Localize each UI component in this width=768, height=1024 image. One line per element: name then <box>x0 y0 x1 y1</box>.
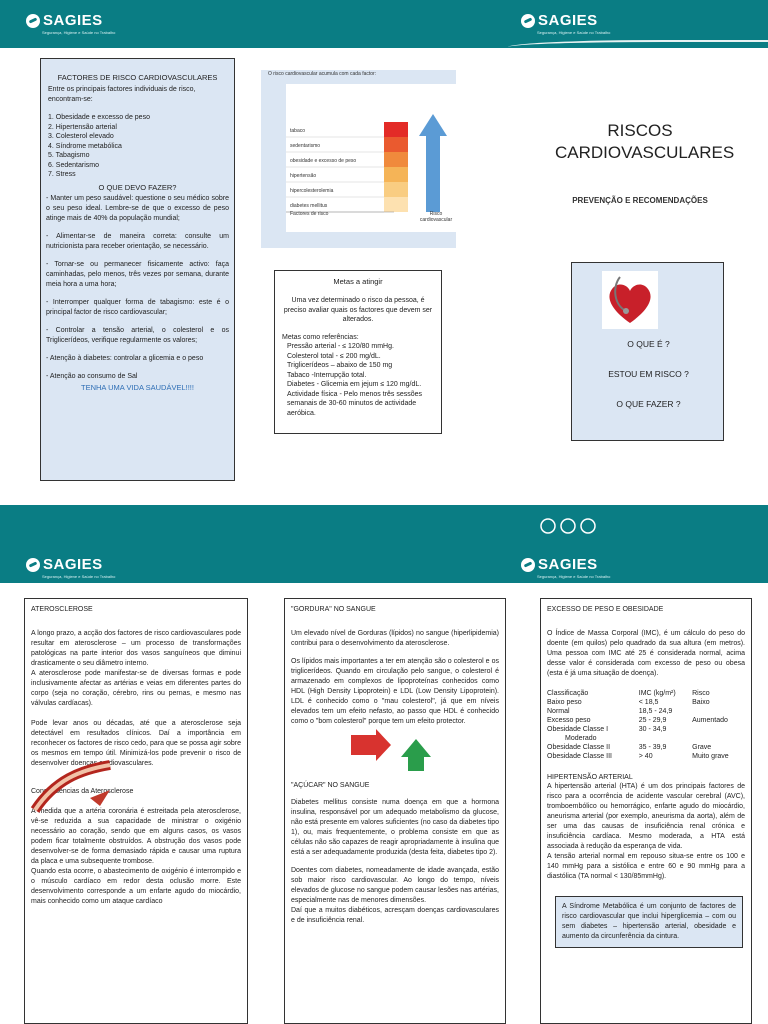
logo-bottom-right <box>521 556 610 579</box>
paragraph: Daí que a muitos diabéticos, acresçam doenças cardiovasculares e de insuficiência renal. <box>291 907 499 924</box>
brand-name: SAGIES <box>538 12 598 29</box>
table-row <box>547 743 745 752</box>
list-item: 7. Stress <box>48 171 76 178</box>
advice-item: - Tornar-se ou permanecer fisicamente activo: faça caminhadas, pelo menos, três vezes por semana, durante meia hora a uma hora; <box>46 260 229 288</box>
table-cell: < 18,5 <box>638 698 659 706</box>
advice-item: - Controlar a tensão arterial, o colesterol e os Triglicerídeos, verifique regularmente os valores; <box>46 326 229 344</box>
table-cell <box>692 734 745 743</box>
list-item: 3. Colesterol elevado <box>48 133 114 140</box>
risk-factor-label: obesidade e excesso de peso <box>290 158 357 164</box>
table-cell: Obesidade Classe II <box>547 743 611 751</box>
atherosclerosis-title: ATEROSCLEROSE <box>31 606 93 613</box>
logo-bottom-left <box>26 556 115 579</box>
meta-item: Triglicerídeos – abaixo de 150 mg <box>287 362 393 369</box>
table-cell <box>692 725 745 734</box>
table-cell: Baixo <box>692 698 710 706</box>
metabolic-syndrome-box <box>555 896 743 948</box>
brand-name: SAGIES <box>43 12 103 29</box>
list-item: 4. Síndrome metabólica <box>48 142 122 150</box>
table-cell: Moderado <box>565 734 597 742</box>
metas-ref-title: Metas como referências: <box>282 333 359 341</box>
table-header-row <box>547 689 745 698</box>
overweight-title: EXCESSO DE PESO E OBESIDADE <box>547 606 664 613</box>
paragraph: Diabetes mellitus consiste numa doença em que a hormona insulina, responsável por um adequado metabolismo da glucose, não está presente em valores suficientes (no caso da diabetes tipo 1), ou, mais frequentemente, o problema consiste em que as células não são capazes de reagir apropriadamente à insulina que está a ser adequadamente produzida (desta feita, diabetes tipo 2). <box>291 799 499 856</box>
table-header: IMC (kg/m²) <box>638 689 676 697</box>
meta-item: Pressão arterial - ≤ 120/80 mmHg. <box>287 343 394 350</box>
meta-item: Actividade física - Pelo menos três sessões semanais de 30-60 minutos de actividade aeróbica. <box>287 390 423 417</box>
paragraph: A longo prazo, a acção dos factores de risco cardiovasculares pode resultar em aterosclerose – um processo de transformações patológicas na parte interior dos vasos sanguíneos que diminui drasticamente o seu diâmetro interno. <box>31 629 241 667</box>
cover-subtitle: PREVENÇÃO E RECOMENDAÇÕES <box>572 196 708 205</box>
table-row <box>547 752 745 761</box>
advice-item: - Interromper qualquer forma de tabagismo: este é o principal factor de risco cardiovascular; <box>46 298 229 316</box>
risk-bar-segment <box>384 122 408 137</box>
axis-label-right: Risco cardiovascular <box>419 211 453 223</box>
risk-factor-label: hipercolesterolemia <box>290 188 334 194</box>
brand-name: SAGIES <box>43 556 103 573</box>
brand-name: SAGIES <box>538 556 598 573</box>
advice-item: - Atenção ao consumo de Sal <box>46 372 138 380</box>
logo-top-right <box>521 12 610 35</box>
table-cell: Obesidade Classe I <box>547 725 609 733</box>
table-row <box>547 725 745 734</box>
table-cell: 30 - 34,9 <box>638 725 667 733</box>
question-what-to-do: O QUE FAZER ? <box>616 399 681 409</box>
sagies-logo-icon <box>26 14 40 28</box>
table-header: Risco <box>692 689 710 697</box>
table-cell: Normal <box>547 707 570 715</box>
paragraph: Os lípidos mais importantes a ter em atenção são o colesterol e os triglicerídeos. Quando em circulação pelo sangue, o colesterol é armazenado em complexos de lipoproteínas conhecidos como HDL (High Density Lipoprotein) e LDL (Low Density Lipoprotein). LDL é conhecido como o "mau colesterol", já que em níveis elevados tem um efeito nefasto, ao passo que HDL é conhecido como o "bom colesterol" porque tem um efeito protector. <box>291 657 499 725</box>
table-cell: 25 - 29,9 <box>638 716 667 724</box>
list-item: 5. Tabagismo <box>48 152 90 159</box>
wave-decoration <box>508 40 768 52</box>
list-item: 6. Sedentarismo <box>48 161 99 169</box>
table-row <box>547 734 745 743</box>
risk-factors-intro: Entre os principais factores individuais de risco, encontram-se: <box>48 86 196 103</box>
risk-factors-title: FACTORES DE RISCO CARDIOVASCULARES <box>57 73 218 82</box>
question-am-i-at-risk: ESTOU EM RISCO ? <box>608 369 689 379</box>
advice-item: - Manter um peso saudável: questione o seu médico sobre o seu peso ideal. Lembre-se de que o excesso de peso atinge mais de 40% da população mundial; <box>46 194 229 222</box>
paragraph: A tensão arterial normal em repouso situa-se entre os 100 e 140 mmHg para a sistólica e entre 60 e 90 mmHg para a diastólica (TA normal < 130/85mmHg). <box>547 853 745 880</box>
table-cell: Baixo peso <box>547 698 582 706</box>
paragraph: Quando esta ocorre, o abastecimento de oxigénio é interrompido e o músculo cardíaco em redor desta oclusão morre. Este desenvolvimento corresponde a um enfarte agudo do miocárdio, mais conhecido como um ataque cardíaco <box>31 867 241 905</box>
table-row <box>547 698 745 707</box>
metas-intro: Uma vez determinado o risco da pessoa, é preciso avaliar quais os factores que devem ser alterados. <box>283 297 433 323</box>
overweight-panel <box>540 598 752 1024</box>
risk-factor-label: diabetes mellitus <box>290 203 328 209</box>
chart-caption: O risco cardiovascular acumula com cada factor: <box>268 71 377 77</box>
advice-item: - Alimentar-se de maneira correta: consulte um nutricionista para receber orientação, se necessário. <box>46 232 229 250</box>
list-item: 1. Obesidade e excesso de peso <box>48 114 150 121</box>
paragraph: À medida que a artéria coronária é estreitada pela aterosclerose, vê-se reduzida a sua capacidade de ministrar o oxigénio necessário ao coração, sendo que em alguns casos, os vasos podem ficar totalmente obstruídos. A obstrução dos vasos pode desenvolver-se de forma demasiado rápida e causar uma ruptura da placa e uma subsequente trombose. <box>31 807 241 865</box>
risk-factor-list <box>46 113 229 180</box>
paragraph: Um elevado nível de Gorduras (lípidos) no sangue (hiperlipidemia) contribui para o desenvolvimento da aterosclerose. <box>291 629 499 647</box>
risk-bar-segment <box>384 167 408 182</box>
brand-tagline: Segurança, Higiene e Saúde no Trabalho <box>537 574 611 579</box>
risk-bar-segment <box>384 182 408 197</box>
risk-bar-segment <box>384 152 408 167</box>
mid-brand-band <box>0 505 768 541</box>
metas-panel <box>274 270 442 434</box>
table-row <box>547 716 745 725</box>
blood-sugar-title: "AÇÚCAR" NO SANGUE <box>291 781 370 789</box>
risk-bar-segment <box>384 137 408 152</box>
cover-title-line2: CARDIOVASCULARES <box>555 143 735 162</box>
metabolic-syndrome-text: A Síndrome Metabólica é um conjunto de factores de risco cardiovascular que inclui hiperglicemia – com ou sem diabetes – hipertensão arterial, obesidade e aumento da circunferência da cintura. <box>562 903 736 940</box>
blood-fat-panel <box>284 598 506 1024</box>
metas-title: Metas a atingir <box>333 277 383 286</box>
logo-top-left <box>26 12 115 35</box>
risk-chart-svg <box>286 84 456 232</box>
table-cell: Obesidade Classe III <box>547 752 612 760</box>
table-cell: 35 - 39,9 <box>638 743 667 751</box>
paragraph: Pode levar anos ou décadas, até que a aterosclerose seja detectável em resultados clínicos. Daí a importância em reconhecer os factores de risco cedo, para que se possa agir sobre os mesmos em tempo útil. Minimizá-los pode prevenir o risco de desenvolver doenças cardiovasculares. <box>31 719 241 767</box>
risk-factor-label: tabaco <box>290 128 306 134</box>
bmi-table <box>547 689 745 761</box>
table-cell: > 40 <box>638 752 653 760</box>
questions-panel <box>571 262 724 441</box>
risk-chart <box>286 84 456 232</box>
brand-tagline: Segurança, Higiene e Saúde no Trabalho <box>42 30 116 35</box>
risk-factor-label: sedentarismo <box>290 143 321 149</box>
table-cell <box>639 734 692 743</box>
table-cell <box>692 707 745 716</box>
blood-fat-title: "GORDURA" NO SANGUE <box>291 606 376 613</box>
table-row <box>547 707 745 716</box>
paragraph: A aterosclerose pode manifestar-se de diversas formas e pode inclusivamente afectar as artérias e veias em diferentes partes do corpo (seja no coração, cérebro, rins ou pernas, e mesmo nas válvulas cardíacas). <box>31 669 241 707</box>
cover-title-line1: RISCOS <box>607 121 673 140</box>
paragraph: O Índice de Massa Corporal (IMC), é um cálculo do peso do doente (em quilos) pelo quadrado da sua altura (em metros). Uma pessoa com IMC até 25 é considerada normal, acima desse valor é considerada com excesso de peso ou obesa (esta é já uma situação de doença). <box>547 629 745 677</box>
question-what-is: O QUE É ? <box>627 339 670 349</box>
advice-item: - Atenção à diabetes: controlar a glicemia e o peso <box>46 354 204 362</box>
axis-label-left: Factores de risco <box>290 211 329 217</box>
sagies-logo-icon <box>521 14 535 28</box>
risk-factor-label: hipertensão <box>290 173 317 179</box>
certification-icons <box>540 516 610 541</box>
risk-arrow-shaft <box>426 134 440 212</box>
paragraph: A hipertensão arterial (HTA) é um dos principais factores de risco para a ocorrência de acidente vascular cerebral (AVC), tromboembólico ou hemorrágico, enfarte agudo do miocárdio, aneurisma arterial (por exemplo, aneurisma da aorta), além de ser uma das causas de insuficiência renal crónica e insuficiência cardíaca. Mesmo moderada, a HTA está associada à redução da esperança de vida. <box>547 783 745 850</box>
table-cell: Grave <box>692 743 712 751</box>
risk-factors-panel <box>40 58 235 481</box>
table-cell: Aumentado <box>692 716 728 724</box>
table-cell: Excesso peso <box>547 716 591 724</box>
risk-arrow-head <box>419 114 447 136</box>
paragraph: Doentes com diabetes, nomeadamente de idade avançada, estão sob maior risco cardiovascular. Ao longo do tempo, níveis elevados de glucose no sangue podem causar lesões nas artérias, especialmente nas de menores dimensões. <box>291 867 499 904</box>
table-header: Classificação <box>547 689 589 697</box>
meta-item: Diabetes - Glicemia em jejum ≤ 120 mg/dL. <box>287 381 422 388</box>
closing-slogan: TENHA UMA VIDA SAUDÁVEL!!!! <box>81 382 194 392</box>
list-item: 2. Hipertensão arterial <box>48 123 117 131</box>
risk-bar-segment <box>384 197 408 212</box>
meta-item: Tabaco -Interrupção total. <box>287 371 367 379</box>
sagies-logo-icon <box>26 558 40 572</box>
heart-stethoscope-image <box>602 271 658 329</box>
sagies-logo-icon <box>521 558 535 572</box>
meta-item: Colesterol total - ≤ 200 mg/dL. <box>287 352 381 360</box>
cover-title <box>555 120 735 164</box>
brand-tagline: Segurança, Higiene e Saúde no Trabalho <box>537 30 611 35</box>
cholesterol-arrows <box>291 727 499 779</box>
what-to-do-heading: O QUE DEVO FAZER? <box>98 182 177 192</box>
brand-tagline: Segurança, Higiene e Saúde no Trabalho <box>42 574 116 579</box>
artery-illustration <box>30 760 115 820</box>
consequences-title: Consequências da Aterosclerose <box>31 787 134 795</box>
table-cell: 18,5 - 24,9 <box>638 707 673 715</box>
table-cell: Muito grave <box>692 752 729 760</box>
hypertension-title: HIPERTENSÃO ARTERIAL <box>547 773 633 781</box>
